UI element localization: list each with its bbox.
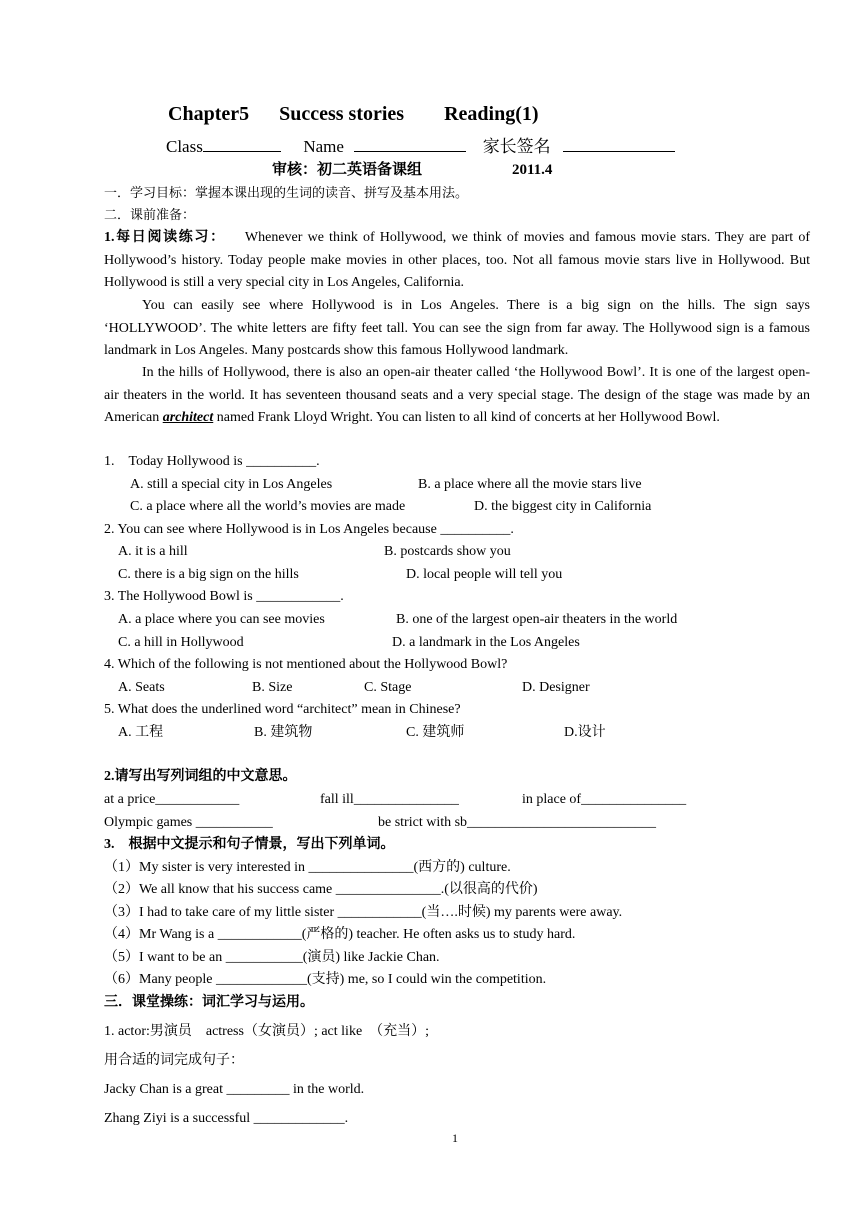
question-2-stem: 2. You can see where Hollywood is in Los Angeles because __________. [104, 522, 514, 537]
question-3-option-b: B. one of the largest open-air theaters in the world [396, 612, 678, 627]
reading-paragraph-1 [104, 227, 810, 295]
paragraph-3-text-after: named Frank Lloyd Wright. You can listen to all kind of concerts at her Hollywood Bowl. [213, 410, 720, 425]
fill-instruction: 用合适的词完成句子： [104, 1053, 244, 1068]
title-part: Reading(1) [444, 103, 539, 125]
question-4-option-b: B. Size [252, 680, 293, 695]
phrase-olympic-games: Olympic games ___________ [104, 815, 273, 830]
question-3-option-a: A. a place where you can see movies [118, 612, 325, 627]
question-5-option-b: B. 建筑物 [254, 725, 313, 740]
class-field[interactable] [203, 137, 281, 152]
section3-heading: 三．课堂操练：词汇学习与运用。 [104, 995, 314, 1010]
phrase-fall-ill: fall ill_______________ [320, 792, 459, 807]
page-number: 1 [452, 1131, 458, 1145]
date: 2011.4 [512, 162, 553, 178]
question-2-option-c: C. there is a big sign on the hills [118, 567, 299, 582]
part3-item-5: （5）I want to be an ___________(演员) like Jackie Chan. [104, 950, 440, 965]
phrase-at-a-price: at a price____________ [104, 792, 240, 807]
question-5-option-d: D.设计 [564, 725, 606, 740]
sentence-jacky-chan: Jacky Chan is a great _________ in the world. [104, 1082, 365, 1097]
question-2-option-a: A. it is a hill [118, 544, 188, 559]
underlined-word-architect: architect [162, 410, 214, 425]
name-label: Name [303, 137, 344, 156]
part3-item-6: （6）Many people _____________(支持) me, so I could win the competition. [104, 972, 547, 987]
paragraph-1-text: Whenever we think of Hollywood, we think of movies and famous movie stars. They are part of Hollywood’s history. Today people make movies in other places, too. Not all famous movie stars live in Hollywood. But Hollywood is still a very special city in Los Angeles, California. [104, 230, 810, 290]
question-1-option-c: C. a place where all the world’s movies are made [130, 499, 406, 514]
question-4-stem: 4. Which of the following is not mentioned about the Hollywood Bowl? [104, 657, 508, 672]
name-field[interactable] [354, 137, 466, 152]
question-4-option-c: C. Stage [364, 680, 412, 695]
reviewer: 审核：初二英语备课组 [272, 162, 423, 178]
sentence-zhang-ziyi: Zhang Ziyi is a successful _____________. [104, 1111, 349, 1126]
reading-label: 1.每日阅读练习： [104, 230, 226, 245]
question-2-option-d: D. local people will tell you [406, 567, 563, 582]
class-label: Class [166, 137, 203, 156]
vocab-actor-line: 1. actor:男演员 actress（女演员）; act like （充当）; [104, 1024, 430, 1039]
part3-item-2: （2）We all know that his success came _______________.(以很高的代价) [104, 882, 538, 897]
reading-paragraph-2 [104, 295, 810, 363]
paragraph-2-text: You can easily see where Hollywood is in Los Angeles. There is a big sign on the hills. The sign says ‘HOLLYWOOD’. The white letters are fifty feet tall. You can see the sign from far away. The Hollywood sign is a famous landmark in Los Angeles. Many postcards show this famous Hollywood landmark. [104, 298, 810, 358]
parent-sign-label: 家长签名 [482, 137, 551, 156]
title-name: Success stories [279, 103, 405, 125]
question-4-option-d: D. Designer [522, 680, 590, 695]
question-5-stem: 5. What does the underlined word “architect” mean in Chinese? [104, 702, 461, 717]
question-3-stem: 3. The Hollywood Bowl is ____________. [104, 589, 344, 604]
question-5-option-a: A. 工程 [118, 725, 164, 740]
question-1-stem: 1. Today Hollywood is __________. [104, 454, 320, 469]
question-1-option-a: A. still a special city in Los Angeles [130, 477, 333, 492]
section1-heading: 一．学习目标：掌握本课出现的生词的读音、拼写及基本用法。 [104, 185, 469, 200]
question-5-option-c: C. 建筑师 [406, 725, 465, 740]
question-1-option-d: D. the biggest city in California [474, 499, 652, 514]
question-4-option-a: A. Seats [118, 680, 165, 695]
part2-heading: 2.请写出写列词组的中文意思。 [104, 769, 297, 784]
page-title [168, 102, 539, 126]
part3-item-4: （4）Mr Wang is a ____________(严格的) teacher. He often asks us to study hard. [104, 927, 576, 942]
reading-paragraph-3 [104, 362, 810, 430]
question-3-option-d: D. a landmark in the Los Angeles [392, 635, 580, 650]
parent-sign-field[interactable] [563, 137, 675, 152]
part3-item-1: （1）My sister is very interested in _______________(西方的) culture. [104, 860, 511, 875]
section2-heading: 二．课前准备： [104, 207, 196, 222]
info-row [166, 137, 675, 157]
paragraph-3-text-before: In the hills of Hollywood, there is also an open-air theater called ‘the Hollywood Bowl’. It is one of the largest open-air theaters in the world. It has seventeen thousand seats and a very special stage. The design of the stage was made by an American [104, 365, 810, 425]
phrase-in-place-of: in place of_______________ [522, 792, 687, 807]
question-1-option-b: B. a place where all the movie stars live [418, 477, 642, 492]
part3-item-3: （3）I had to take care of my little sister ____________(当….时候) my parents were away. [104, 905, 623, 920]
question-2-option-b: B. postcards show you [384, 544, 511, 559]
question-3-option-c: C. a hill in Hollywood [118, 635, 244, 650]
phrase-be-strict-with: be strict with sb___________________________ [378, 815, 657, 830]
part3-heading: 3. 根据中文提示和句子情景，写出下列单词。 [104, 837, 395, 852]
title-chapter: Chapter5 [168, 103, 250, 125]
